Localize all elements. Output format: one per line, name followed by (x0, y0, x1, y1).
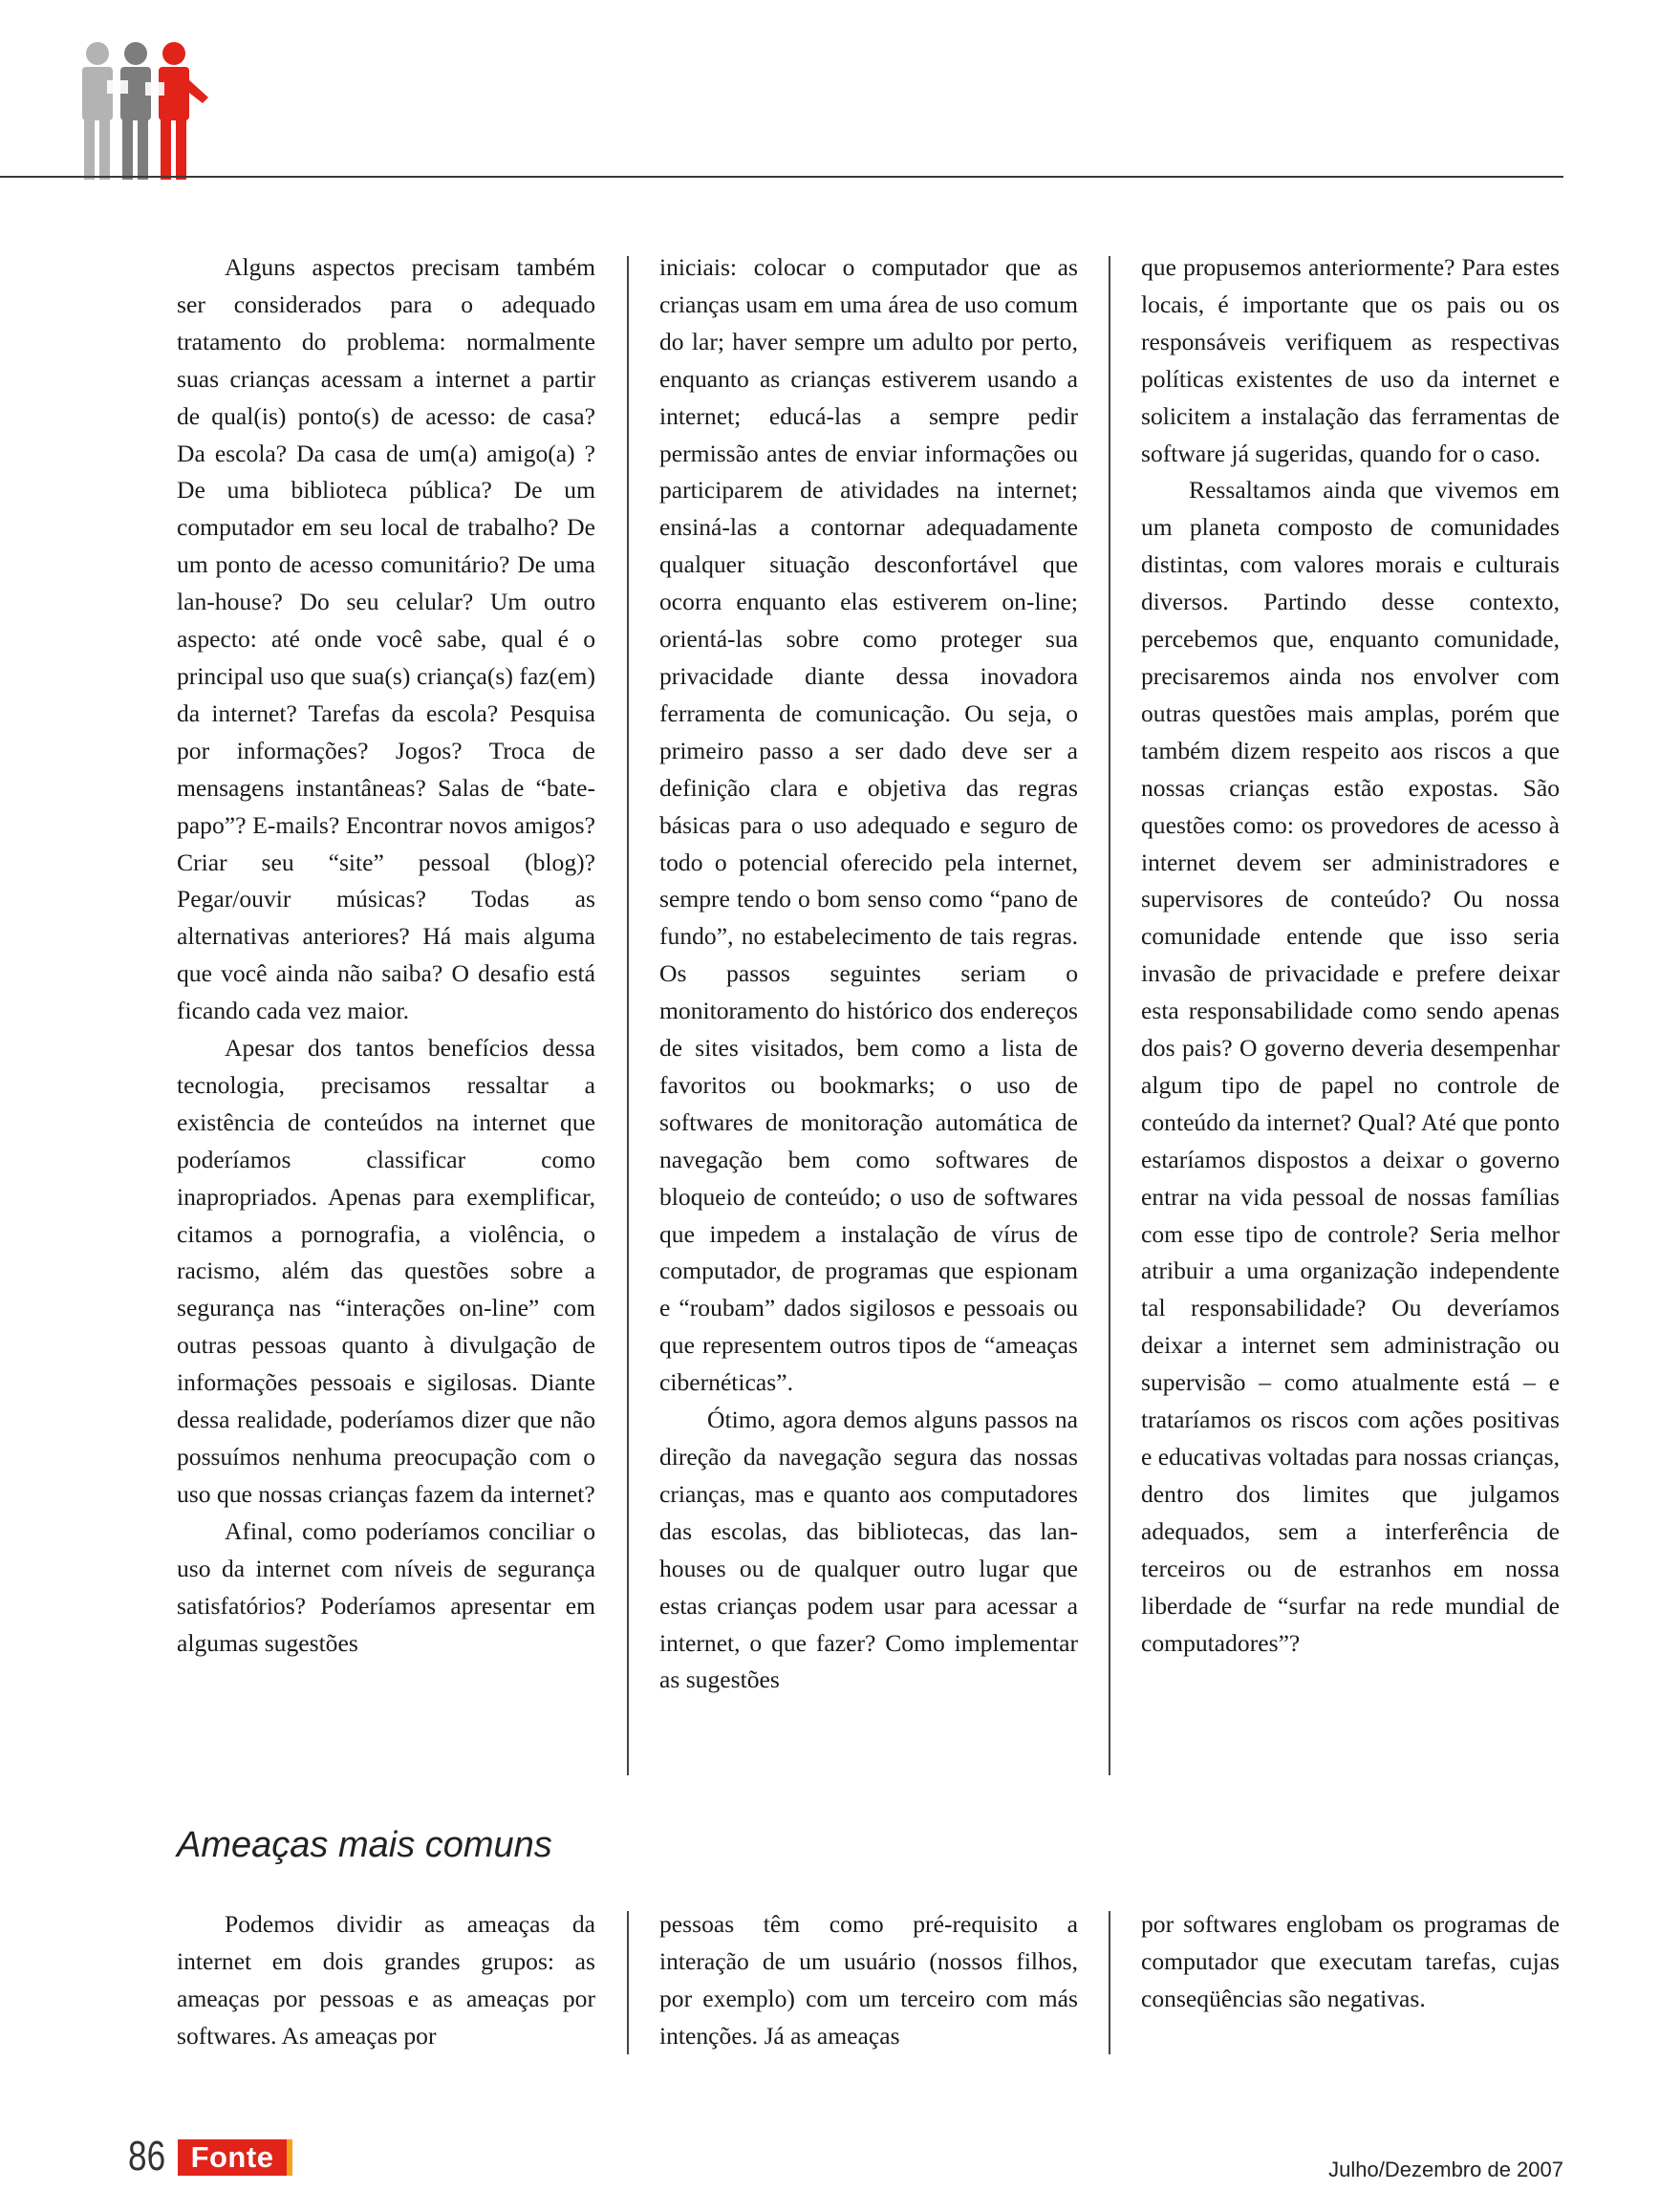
paragraph: Afinal, como poderíamos conciliar o uso da internet com níveis de segurança satisfatórios? Poderíamos apresentar em algumas sugestões (177, 1516, 595, 1657)
page-number: 86 (128, 2133, 166, 2180)
column-divider (627, 256, 629, 1775)
issue-date: Julho/Dezembro de 2007 (1328, 2158, 1563, 2181)
paragraph: Apesar dos tantos benefícios dessa tecnologia, precisamos ressaltar a existência de conteúdos na internet que poderíamos classificar como inapropriados. Apenas para exemplificar, citamos a pornografia, a violência, o racismo, além das questões sobre a segurança nas “interações on-line” com outras pessoas quanto à divulgação de informações pessoais e sigilosas. Diante dessa realidade, poderíamos dizer que não possuímos nenhuma preocupação com o uso que nossas crianças fazem da internet? (177, 1034, 595, 1508)
section-column-2 (659, 1906, 1078, 2055)
paragraph: iniciais: colocar o computador que as crianças usam em uma área de uso comum do lar; haver sempre um adulto por perto, enquanto as crianças estiverem usando a internet; educá-las a sempre pedir permissão antes de enviar informações ou participarem de atividades na internet; ensiná-las a contornar adequadamente qualquer situação desconfortável que ocorra enquanto elas estiverem on-line; orientá-las sobre como proteger sua privacidade diante dessa inovadora ferramenta de comunicação. Ou seja, o primeiro passo a ser dado deve ser a definição clara e objetiva das regras básicas para o uso adequado e seguro de todo o potencial oferecido pela internet, sempre tendo o bom senso como “pano de fundo”, no estabelecimento de tais regras. Os passos seguintes seriam o monitoramento do histórico dos endereços de sites visitados, bem como a lista de favoritos ou bookmarks; o uso de softwares de monitoração automática de navegação bem como softwares de bloqueio de conteúdo; o uso de softwares que impedem a instalação de vírus de computador, de programas que espionam e “roubam” dados sigilosos e pessoais ou que representem outros tipos de “ameaças cibernéticas”. (659, 253, 1078, 1397)
fonte-logo: Fonte (178, 2139, 287, 2176)
column-divider (1109, 256, 1110, 1775)
paragraph: Ressaltamos ainda que vivemos em um planeta composto de comunidades distintas, com valores morais e culturais diversos. Partindo desse contexto, percebemos que, enquanto comunidade, precisaremos ainda nos envolver com outras questões mais amplas, porém que também dizem respeito aos riscos a que nossas crianças estão expostas. São questões como: os provedores de acesso à internet devem ser administradores e supervisores de conteúdo? Ou nossa comunidade entende que isso seria invasão de privacidade e prefere deixar esta responsabilidade como sendo apenas dos pais? O governo deveria desempenhar algum tipo de papel no controle de conteúdo da internet? Qual? Até que ponto estaríamos dispostos a deixar o governo entrar na vida pessoal de nossas famílias com esse tipo de controle? Seria melhor atribuir a uma organização independente tal responsabilidade? Ou deveríamos deixar a internet sem administração ou supervisão – como atualmente está – e trataríamos os riscos com ações positivas e educativas voltadas para nossas crianças, dentro dos limites que julgamos adequados, sem a interferência de terceiros ou de estranhos em nossa liberdade de “surfar na rede mundial de computadores”? (1141, 476, 1560, 1657)
section-column-3 (1141, 1906, 1560, 2018)
paragraph: que propusemos anteriormente? Para estes locais, é importante que os pais ou os responsáveis verifiquem as respectivas políticas existentes de uso da internet e solicitem a instalação das ferramentas de software já sugeridas, quando for o caso. (1141, 253, 1560, 467)
column-divider (1109, 1911, 1110, 2054)
article-column-2 (659, 249, 1078, 1699)
paragraph: Ótimo, agora demos alguns passos na direção da navegação segura das nossas crianças, mas e quanto aos computadores das escolas, das bibliotecas, das lan-houses ou de qualquer outro lugar que estas crianças podem usar para acessar a internet, o que fazer? Como implementar as sugestões (659, 1406, 1078, 1694)
section-column-1 (177, 1906, 595, 2055)
paragraph: pessoas têm como pré-requisito a interação de um usuário (nossos filhos, por exemplo) com um terceiro com más intenções. Já as ameaças (659, 1910, 1078, 2050)
article-column-3 (1141, 249, 1560, 1662)
paragraph: Podemos dividir as ameaças da internet em dois grandes grupos: as ameaças por pessoas e as ameaças por softwares. As ameaças por (177, 1910, 595, 2050)
paragraph: Alguns aspectos precisam também ser considerados para o adequado tratamento do problema: normalmente suas crianças acessam a internet a partir de qual(is) ponto(s) de acesso: de casa? Da escola? Da casa de um(a) amigo(a) ? De uma biblioteca pública? De um computador em seu local de trabalho? De um ponto de acesso comunitário? De uma lan-house? Do seu celular? Um outro aspecto: até onde você sabe, qual é o principal uso que sua(s) criança(s) faz(em) da internet? Tarefas da escola? Pesquisa por informações? Jogos? Troca de mensagens instantâneas? Salas de “bate-papo”? E-mails? Encontrar novos amigos? Criar seu “site” pessoal (blog)? Pegar/ouvir músicas? Todas as alternativas anteriores? Há mais alguma que você ainda não saiba? O desafio está ficando cada vez maior. (177, 253, 595, 1025)
article-column-1 (177, 249, 595, 1662)
header-rule (0, 176, 1563, 178)
paragraph: por softwares englobam os programas de computador que executam tarefas, cujas conseqüências são negativas. (1141, 1910, 1560, 2012)
people-figures-icon (75, 40, 218, 182)
column-divider (627, 1911, 629, 2054)
section-heading: Ameaças mais comuns (177, 1825, 552, 1865)
